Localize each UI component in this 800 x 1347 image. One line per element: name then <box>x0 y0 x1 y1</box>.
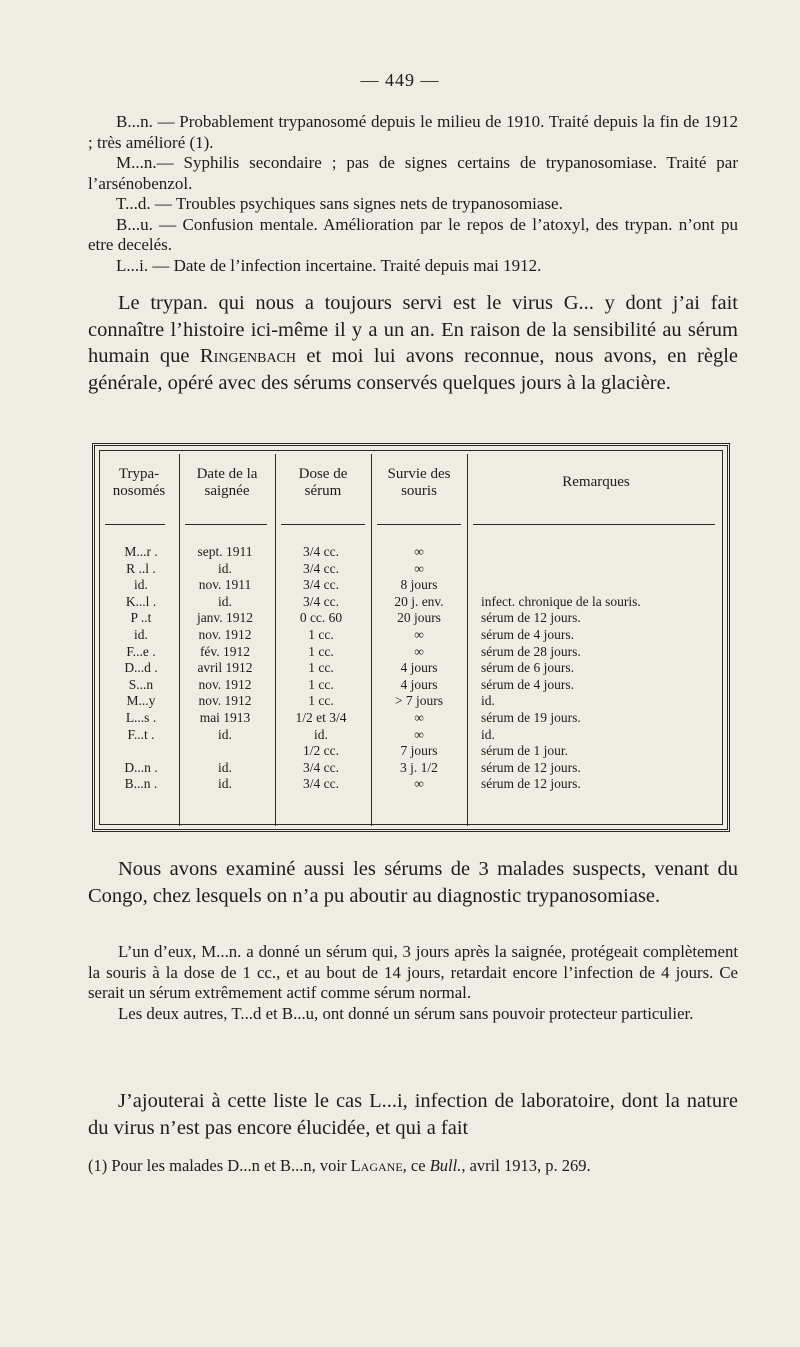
cell-remark: sérum de 1 jour. <box>481 743 568 759</box>
table-row <box>95 776 725 792</box>
cell-dose: 1 cc. <box>308 676 334 692</box>
cell-remark: sérum de 12 jours. <box>481 759 581 775</box>
cell-dose: 3/4 cc. <box>303 759 339 775</box>
cell-survival: 7 jours <box>400 743 438 759</box>
paragraph-virus <box>88 290 738 396</box>
cell-survival: ∞ <box>414 710 424 725</box>
cell-dose: 3/4 cc. <box>303 560 339 576</box>
cell-patient: K...l . <box>125 593 157 609</box>
cell-remark: sérum de 6 jours. <box>481 660 574 676</box>
cell-remark: sérum de 4 jours. <box>481 627 574 642</box>
cell-survival: 4 jours <box>400 660 438 676</box>
cell-date: id. <box>218 759 232 775</box>
cell-date: id. <box>218 560 232 576</box>
cell-dose: 3/4 cc. <box>303 577 339 593</box>
note-bu: B...u. — Confusion mentale. Amélioration par le repos de l’atoxyl, des trypan. n’ont pu etre decelés. <box>88 214 738 254</box>
table-row <box>95 743 725 759</box>
cell-survival: ∞ <box>414 776 424 792</box>
cell-survival: ∞ <box>414 544 424 559</box>
cell-dose: 1/2 et 3/4 <box>295 710 347 725</box>
table-row <box>95 627 725 643</box>
cell-date: janv. 1912 <box>196 610 254 626</box>
cell-patient: id. <box>134 627 148 642</box>
note-mn: M...n.— Syphilis secondaire ; pas de signes certains de trypanosomiase. Traité par l’arsénobenzol. <box>88 153 738 193</box>
cell-dose: 0 cc. 60 <box>299 610 343 626</box>
cell-survival: 20 jours <box>397 610 441 626</box>
cell-survival: 8 jours <box>400 577 438 593</box>
cell-patient: D...d . <box>124 660 158 676</box>
table-row <box>95 544 725 560</box>
cell-dose: id. <box>314 726 328 742</box>
table-row <box>95 561 725 577</box>
cell-dose: 3/4 cc. <box>303 776 339 792</box>
table-row <box>95 677 725 693</box>
footnote-journal: Bull. <box>429 1156 462 1175</box>
cell-remark: sérum de 12 jours. <box>481 610 581 626</box>
cell-patient: L...s . <box>125 710 157 725</box>
cell-survival: 4 jours <box>400 676 438 692</box>
cell-remark: sérum de 19 jours. <box>481 710 581 725</box>
table-row <box>95 660 725 676</box>
note-td: T...d. — Troubles psychiques sans signes nets de trypanosomiase. <box>116 194 563 213</box>
cell-dose: 1 cc. <box>308 627 334 642</box>
cell-patient: P ..t <box>130 610 152 626</box>
patient-notes <box>88 112 738 276</box>
cell-survival: 20 j. env. <box>394 593 444 609</box>
cell-patient: F...t . <box>127 726 155 742</box>
cell-date: nov. 1912 <box>198 627 252 642</box>
cell-patient: B...n . <box>124 776 158 792</box>
note-bn: B...n. — Probablement trypanosomé depuis le milieu de 1910. Traité depuis la fin de 1912 ; très amélioré (1). <box>88 112 738 152</box>
cell-patient: M...r . <box>124 544 158 559</box>
cell-dose: 1/2 cc. <box>303 743 339 759</box>
cell-remark: infect. chronique de la souris. <box>481 593 641 609</box>
results-table <box>92 443 730 832</box>
cell-dose: 1 cc. <box>308 660 334 676</box>
para1-b: et moi lui avons reconnue, nous avons, en règle générale, opéré avec des sérums conservés quelques jours à la glacière. <box>88 345 738 394</box>
header-date: Date de la saignée <box>196 466 258 499</box>
table-row <box>95 594 725 610</box>
cell-date: nov. 1912 <box>198 693 252 709</box>
footnote-author: Lagane <box>350 1156 403 1175</box>
cell-survival: ∞ <box>414 627 424 642</box>
cell-remark: sérum de 12 jours. <box>481 776 581 792</box>
cell-survival: > 7 jours <box>394 693 444 709</box>
table-row <box>95 760 725 776</box>
cell-dose: 3/4 cc. <box>303 593 339 609</box>
cell-remark: id. <box>481 693 495 709</box>
table-row <box>95 693 725 709</box>
footnote: (1) Pour les malades D...n et B...n, voir Lagane, ce Bull., avril 1913, p. 269. <box>88 1156 591 1175</box>
cell-survival: ∞ <box>414 726 424 742</box>
cell-remark: sérum de 4 jours. <box>481 676 574 692</box>
cell-date: mai 1913 <box>199 710 251 725</box>
cell-remark: sérum de 28 jours. <box>481 643 581 659</box>
cell-date: avril 1912 <box>197 660 253 676</box>
paragraph-li: J’ajouterai à cette liste le cas L...i, infection de laboratoire, dont la nature du virus n’est pas encore élucidée, et qui a fait <box>88 1090 738 1139</box>
cell-date: id. <box>218 776 232 792</box>
cell-survival: ∞ <box>414 560 424 576</box>
table-row <box>95 577 725 593</box>
cell-patient: D...n . <box>124 759 158 775</box>
cell-patient: S...n <box>128 676 154 692</box>
cell-date: id. <box>218 726 232 742</box>
cell-date: id. <box>218 593 232 609</box>
table-row <box>95 727 725 743</box>
cell-survival: ∞ <box>414 643 424 659</box>
author-name: Ringenbach <box>199 345 297 367</box>
cell-dose: 3/4 cc. <box>303 544 339 559</box>
cell-date: nov. 1912 <box>198 676 252 692</box>
note-li: L...i. — Date de l’infection incertaine. Traité depuis mai 1912. <box>116 255 542 275</box>
cell-dose: 1 cc. <box>308 643 334 659</box>
cell-remark: id. <box>481 726 495 742</box>
paragraph-cases <box>88 942 738 1024</box>
cell-dose: 1 cc. <box>308 693 334 709</box>
cell-date: nov. 1911 <box>198 577 252 593</box>
case-mn: L’un d’eux, M...n. a donné un sérum qui, 3 jours après la saignée, protégeait complètement la souris à la dose de 1 cc., et au bout de 14 jours, retardait encore l’infection de 4 jours. Ce serait un sérum extrêmement actif comme sérum normal. <box>88 942 738 1002</box>
cell-patient: id. <box>134 577 148 593</box>
header-trypanosomes: Trypa- nosomés <box>112 466 166 499</box>
cell-patient: M...y <box>126 693 156 709</box>
case-others: Les deux autres, T...d et B...u, ont donné un sérum sans pouvoir protecteur particulier. <box>118 1003 694 1023</box>
cell-date: sept. 1911 <box>197 544 253 559</box>
header-survival: Survie des souris <box>387 466 451 499</box>
table-row <box>95 644 725 660</box>
header-remarks: Remarques <box>562 474 630 490</box>
cell-patient: R ..l . <box>126 560 156 576</box>
para1-a: Le trypan. qui nous a toujours servi est le virus G... y dont j’ai fait connaître l’histoire ici-même il y a un an. En raison de la sensibilité au sérum humain que <box>88 292 738 367</box>
paragraph-congo: Nous avons examiné aussi les sérums de 3 malades suspects, venant du Congo, chez lesquels on n’a pu aboutir au diagnostic trypanosomiase. <box>88 858 738 907</box>
table-row <box>95 610 725 626</box>
cell-survival: 3 j. 1/2 <box>400 759 438 775</box>
cell-patient: F...e . <box>126 643 156 659</box>
cell-date: fév. 1912 <box>199 643 251 659</box>
page-number: — 449 — <box>360 70 440 90</box>
header-dose: Dose de sérum <box>298 466 348 499</box>
table-row <box>95 710 725 726</box>
